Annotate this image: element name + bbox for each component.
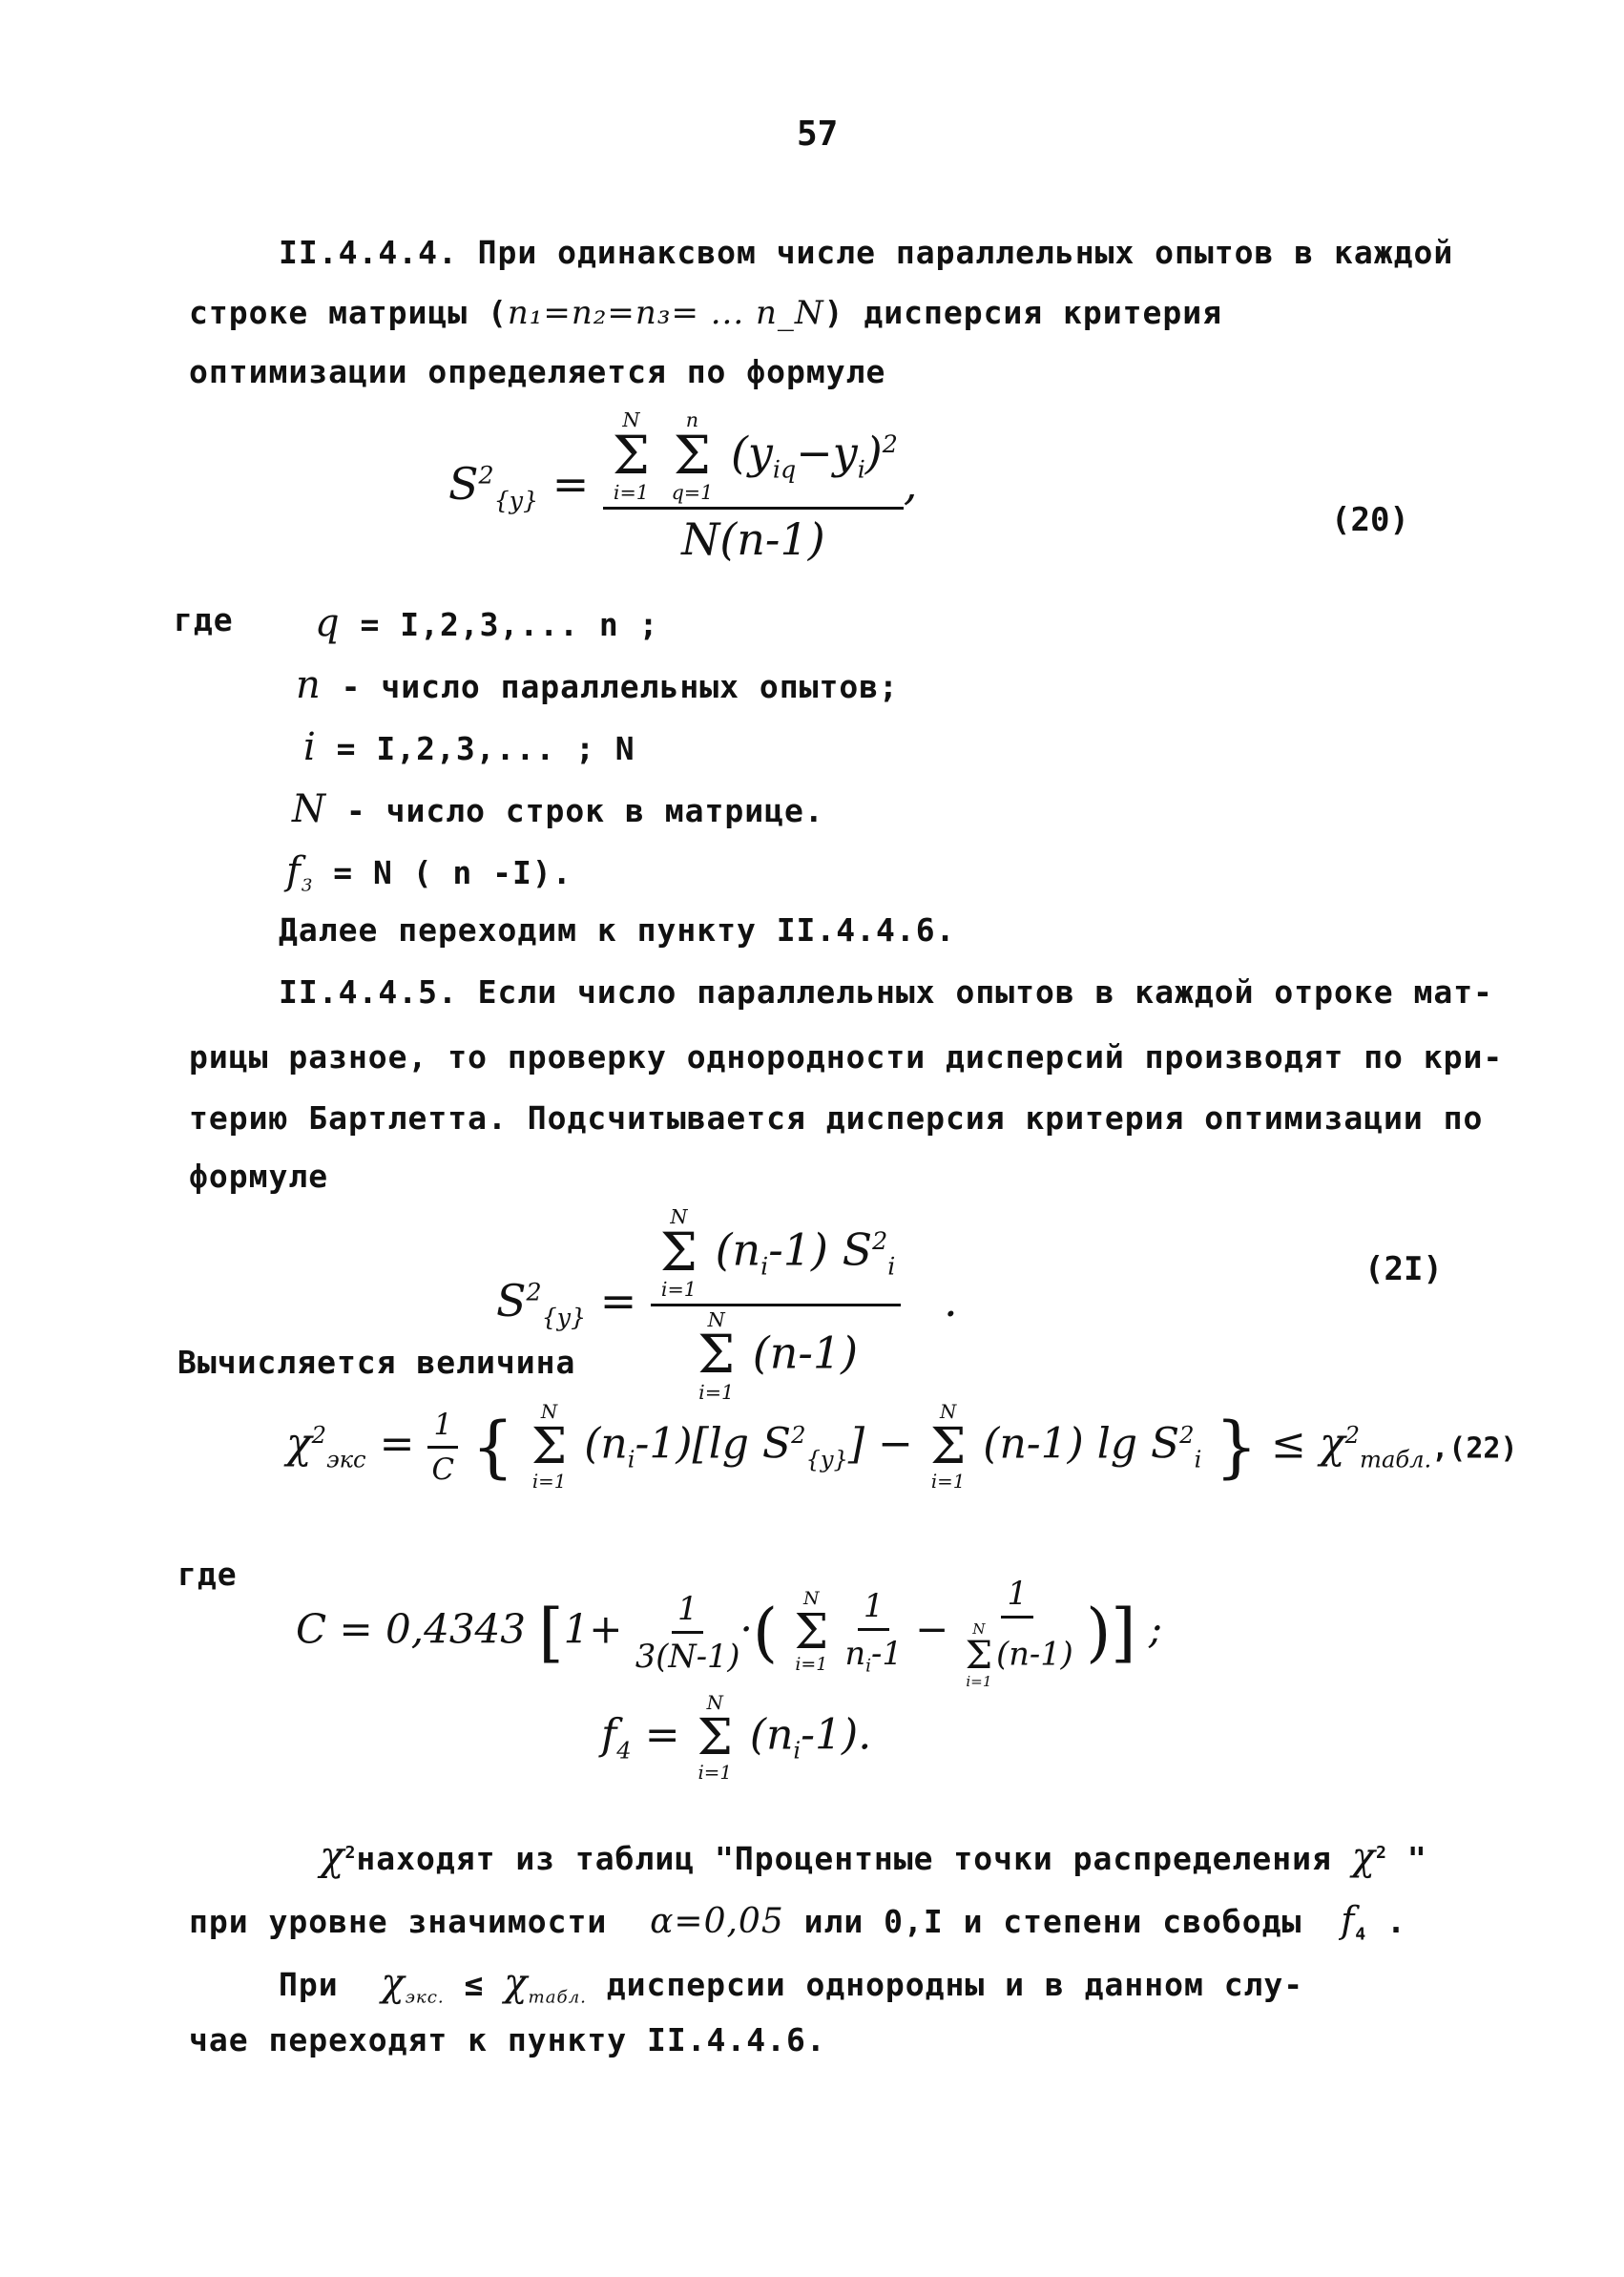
equation-number: (2I) bbox=[1364, 1250, 1443, 1288]
equation-number: (20) bbox=[1331, 501, 1409, 539]
paragraph-line: терию Бартлетта. Подсчитывается дисперсия критерия оптимизации по bbox=[189, 1099, 1484, 1137]
definition-item: i = I,2,3,... ; N bbox=[303, 725, 635, 769]
equal-condition: n₁=n₂=n₃= ... n_N bbox=[507, 294, 824, 332]
paragraph-line: рицы разное, то проверку однородности дисперсий производят по кри- bbox=[189, 1038, 1504, 1076]
formula-21: $S^2_{\{y\}}$ = N Σ i=1 $(n_i-1)$ $S^2_i$ N Σ i=1 (n-1) . bbox=[496, 1205, 958, 1404]
computed-label: Вычисляется величина bbox=[177, 1344, 576, 1381]
definition-item: $f_3 = N$ ( n -I). bbox=[286, 849, 573, 896]
text-fragment: строке матрицы ( bbox=[189, 294, 508, 331]
definition-item: q = I,2,3,... n ; bbox=[315, 601, 659, 645]
where-label: где bbox=[177, 1556, 238, 1593]
paragraph-line: формуле bbox=[189, 1158, 329, 1195]
page-number: 57 bbox=[797, 115, 839, 154]
paragraph-line: оптимизации определяется по формуле bbox=[189, 353, 886, 390]
fraction: N Σ i=1 $(n_i-1)$ $S^2_i$ N Σ i=1 (n-1) bbox=[651, 1207, 901, 1402]
next-step-text: Далее переходим к пункту II.4.4.6. bbox=[279, 911, 956, 949]
formula-lhs: $S^2_{\{y\}}$ bbox=[448, 457, 539, 514]
formula-c: C = 0,4343 [1+ $\frac{1}{3(N-1)}$ ·( N Σ i=1 $\frac{1}{n_i-1}$ − 1 N Σ i=1 (n-1) )] ; bbox=[296, 1575, 1163, 1691]
paragraph-line: При $\chi_{экс.} \le \chi_{табл.}$ дисперсии однородны и в данном слу- bbox=[279, 1961, 1304, 2008]
paragraph-line bbox=[189, 294, 1222, 332]
paragraph-line: при уровне значимости α=0,05 или 0,I и степени свободы $f_4$ . bbox=[189, 1899, 1406, 1945]
definition-item: N - число строк в матрице. bbox=[292, 787, 824, 831]
definition-item: n - число параллельных опытов; bbox=[296, 663, 899, 707]
paragraph-line: II.4.4.4. При одинаксвом числе параллельных опытов в каждой bbox=[279, 234, 1454, 271]
formula-f4: $f_4$ = N Σ i=1 $(n_i-1)$. bbox=[601, 1692, 872, 1784]
paragraph-line: чае переходят к пункту II.4.4.6. bbox=[189, 2021, 826, 2058]
where-label: где bbox=[174, 601, 234, 638]
equation-number: ,(22) bbox=[1431, 1431, 1518, 1466]
formula-20: $S^2_{\{y\}}$ = N Σ i=1 n Σ q=1 $(y_{iq}-y_i)^2$ N(n-1) , bbox=[448, 408, 918, 565]
formula-lhs: $S^2_{\{y\}}$ bbox=[496, 1275, 587, 1332]
paragraph-line: II.4.4.5. Если число параллельных опытов в каждой отроке мат- bbox=[279, 973, 1493, 1011]
text-fragment: ) дисперсия критерия bbox=[823, 294, 1222, 331]
fraction: N Σ i=1 n Σ q=1 $(y_{iq}-y_i)^2$ N(n-1) bbox=[603, 410, 904, 565]
formula-22: $\chi^2_{экс}$ = $\frac{1}{C}$ { N Σ i=1 $(n_i-1)[\lg$ $S^2_{\{y\}}$] − N Σ i=1 (n-1) $\lg S^2_i$ } ≤ $\chi^2_{табл.},(22)$ bbox=[286, 1401, 1518, 1493]
paragraph-line: $\chi^2находят$ из таблиц "Процентные точки распределения $\chi^2$ " bbox=[320, 1832, 1427, 1879]
